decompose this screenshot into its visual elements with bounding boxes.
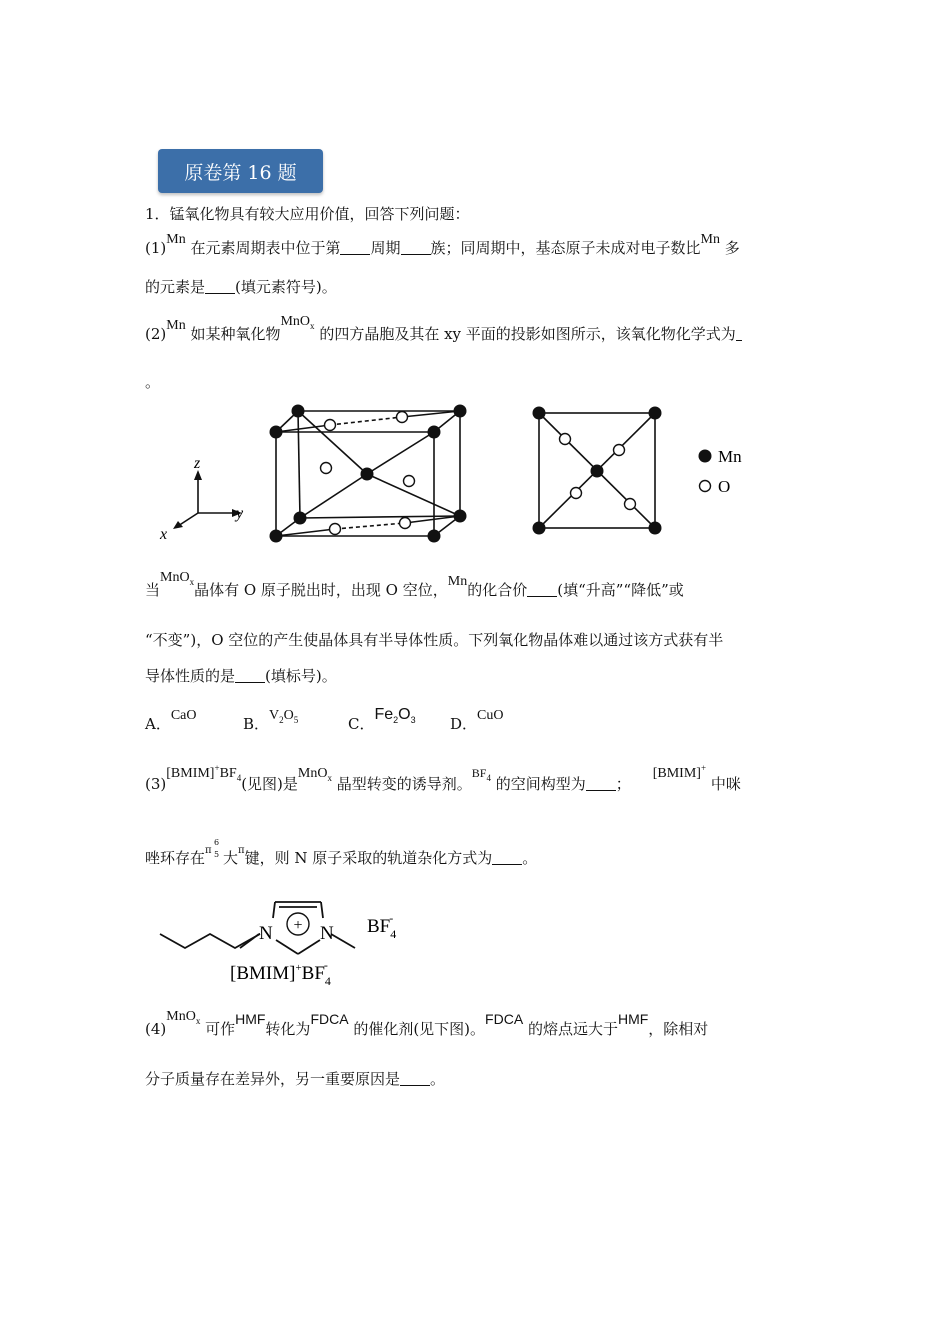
o-atom	[397, 412, 408, 423]
svg-text:+: +	[293, 917, 303, 934]
mn-atom	[361, 468, 374, 481]
question-intro: 1．锰氧化物具有较大应用价值，回答下列问题：	[145, 205, 470, 223]
mn-atom	[270, 426, 283, 439]
o-atom	[321, 463, 332, 474]
part-1-line-2: 的元素是 (填元素符号)。	[145, 278, 337, 296]
answer-blank[interactable]	[205, 279, 235, 294]
crystal-cell-figure	[150, 396, 770, 556]
part-4-line-2: 分子质量存在差异外，另一重要原因是 。	[145, 1070, 446, 1088]
z-axis-label: z	[194, 455, 201, 472]
option-a[interactable]: A．CaO	[145, 708, 197, 733]
o-atom	[400, 518, 411, 529]
bmim-bf4-structure	[155, 888, 415, 993]
y-axis-label: y	[236, 505, 244, 522]
answer-blank[interactable]	[492, 850, 522, 865]
mn-atom	[591, 465, 604, 478]
option-d[interactable]: D．CuO	[450, 708, 504, 733]
x-axis-label: x	[160, 526, 168, 543]
part-4-line-1: (4)MnO$_x$ 可作HMF转化为FDCA 的催化剂(见下图)。FDCA 的熔点远大于HMF，除相对	[145, 1009, 709, 1038]
o-atom	[330, 524, 341, 535]
part-1-line-1: (1)Mn 在元素周期表中位于第 周期 族；同周期中，基态原子未成对电子数比Mn 多	[145, 232, 740, 257]
o-atom	[571, 488, 582, 499]
mn-atom	[533, 407, 546, 420]
mn-atom	[454, 510, 467, 523]
part-3-line-1: $(3)[BMIM]^+BF_4$(见图)是MnO$_x$ 晶型转变的诱导剂。$^{BF_4}$ 的空间构型为 ；[BMIM]+ 中咪	[145, 763, 741, 793]
o-atom	[560, 434, 571, 445]
mn-atom	[428, 530, 441, 543]
o-atom	[325, 420, 336, 431]
part-3-line-2: 唑环存在π 6 5 大$^\pi$键，则 N 原子采取的轨道杂化方式为 。	[145, 838, 538, 867]
mn-atom	[649, 407, 662, 420]
part-2-line-4: “不变”)，O 空位的产生使晶体具有半导体性质。下列氧化物晶体难以通过该方式获有半	[145, 631, 724, 649]
answer-blank[interactable]	[400, 1071, 430, 1086]
o-atom	[404, 476, 415, 487]
answer-blank[interactable]	[527, 582, 557, 597]
part-2-line-3: 当MnO$_x$晶体有 O 原子脱出时，出现 O 空位，Mn的化合价 (填“升高”“降低”或	[145, 570, 684, 599]
o-atom	[614, 445, 625, 456]
nitrogen-label: N	[259, 923, 273, 944]
option-c[interactable]: C．$Fe_2O_3$	[348, 706, 416, 733]
answer-blank[interactable]	[340, 240, 370, 255]
mn-atom	[649, 522, 662, 535]
answer-blank[interactable]	[235, 668, 265, 683]
part-2-line-1: (2)Mn 如某种氧化物MnO$_x$ 的四方晶胞及其在 xy 平面的投影如图所示，该氧化物化学式为	[145, 324, 742, 346]
answer-blank[interactable]	[401, 240, 431, 255]
mn-atom	[454, 405, 467, 418]
legend-mn-label: Mn	[718, 447, 742, 466]
part-2-line-5: 导体性质的是 (填标号)。	[145, 667, 337, 685]
legend-o-marker	[700, 481, 711, 492]
answer-blank[interactable]	[586, 776, 616, 791]
mn-atom	[533, 522, 546, 535]
x-axis	[178, 513, 198, 526]
mn-atom	[270, 530, 283, 543]
mn-atom	[294, 512, 307, 525]
mn-atom	[428, 426, 441, 439]
legend-mn-marker	[699, 450, 712, 463]
mn-atom	[292, 405, 305, 418]
legend-o-label: O	[718, 477, 731, 496]
nitrogen-label: N	[320, 923, 334, 944]
structure-caption: $[BMIM]^+BF_4-$	[230, 958, 331, 988]
answer-blank[interactable]	[736, 326, 742, 341]
part-2-line-2: 。	[145, 373, 161, 391]
option-b[interactable]: B．$V_2O_5$	[243, 708, 299, 733]
question-source-badge: 原卷第 16 题	[158, 149, 323, 193]
o-atom	[625, 499, 636, 510]
bf4-anion-label: $BF_4-$	[367, 911, 397, 941]
